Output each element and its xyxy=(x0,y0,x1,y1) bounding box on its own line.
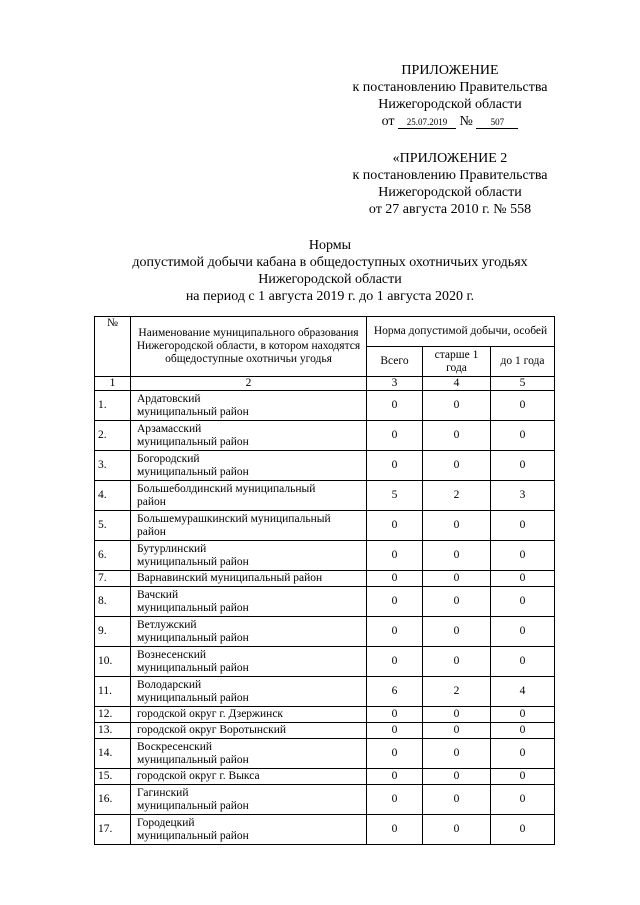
older-count: 0 xyxy=(423,571,491,587)
older-count: 2 xyxy=(423,481,491,511)
total-count: 0 xyxy=(367,723,423,739)
younger-count: 0 xyxy=(491,617,555,647)
row-number: 2. xyxy=(95,421,131,451)
table-row xyxy=(95,677,555,707)
older-count: 2 xyxy=(423,677,491,707)
row-number: 7. xyxy=(95,571,131,587)
municipality-name-line: Богородский xyxy=(137,452,200,465)
table-row xyxy=(95,541,555,571)
younger-count: 0 xyxy=(491,647,555,677)
appendix2-line: Нижегородской области xyxy=(378,185,522,200)
total-count: 0 xyxy=(367,541,423,571)
total-count: 0 xyxy=(367,769,423,785)
younger-count: 0 xyxy=(491,541,555,571)
younger-count: 0 xyxy=(491,391,555,421)
table-row xyxy=(95,723,555,739)
municipality-name-line: Ардатовский xyxy=(137,392,201,405)
table-row xyxy=(95,739,555,769)
index-cell: 4 xyxy=(423,377,491,391)
appendix2-line: к постановлению Правительства xyxy=(352,168,548,183)
row-number: 4. xyxy=(95,481,131,511)
municipality-name xyxy=(131,451,367,481)
younger-count: 0 xyxy=(491,451,555,481)
row-number: 12. xyxy=(95,707,131,723)
older-count: 0 xyxy=(423,391,491,421)
row-number: 13. xyxy=(95,723,131,739)
row-number: 9. xyxy=(95,617,131,647)
municipality-name-line: муниципальный район xyxy=(137,435,249,448)
row-number: 11. xyxy=(95,677,131,707)
older-count: 0 xyxy=(423,451,491,481)
municipality-name xyxy=(131,707,367,723)
appendix2-title: «ПРИЛОЖЕНИЕ 2 xyxy=(392,151,508,166)
municipality-name-line: Вачский xyxy=(137,588,179,601)
municipality-name-line: муниципальный район xyxy=(137,829,249,842)
municipality-name-line: городской округ г. Дзержинск xyxy=(137,708,284,720)
total-count: 0 xyxy=(367,785,423,815)
older-count: 0 xyxy=(423,617,491,647)
younger-count: 3 xyxy=(491,481,555,511)
total-count: 0 xyxy=(367,511,423,541)
table-row xyxy=(95,769,555,785)
total-count: 6 xyxy=(367,677,423,707)
index-cell: 1 xyxy=(95,377,131,391)
municipality-name-line: муниципальный район xyxy=(137,799,249,812)
decree-date: 25.07.2019 xyxy=(398,117,456,129)
municipality-name xyxy=(131,785,367,815)
document-title xyxy=(80,237,580,305)
row-number: 6. xyxy=(95,541,131,571)
municipality-name-line: Большеболдинский муниципальный xyxy=(137,482,316,495)
row-number: 15. xyxy=(95,769,131,785)
municipality-name-line: муниципальный район xyxy=(137,661,249,674)
municipality-name-line: городской округ г. Выкса xyxy=(137,770,260,782)
younger-count: 0 xyxy=(491,571,555,587)
row-number: 17. xyxy=(95,815,131,845)
table-row xyxy=(95,451,555,481)
municipality-name-line: муниципальный район xyxy=(137,465,249,478)
municipality-name xyxy=(131,739,367,769)
table-row xyxy=(95,815,555,845)
older-count: 0 xyxy=(423,541,491,571)
municipality-name-line: Большемурашкинский муниципальный xyxy=(137,512,331,525)
attachment-header xyxy=(330,62,570,130)
col-header-total: Всего xyxy=(367,347,423,377)
table-row xyxy=(95,391,555,421)
municipality-name xyxy=(131,571,367,587)
municipality-name-line: муниципальный район xyxy=(137,601,249,614)
municipality-name xyxy=(131,587,367,617)
table-row xyxy=(95,647,555,677)
municipality-name-line: городской округ Воротынский xyxy=(137,724,287,736)
title-line: Нормы xyxy=(308,238,352,253)
title-line: Нижегородской области xyxy=(258,272,402,287)
municipality-name-line: муниципальный район xyxy=(137,631,249,644)
older-count: 0 xyxy=(423,723,491,739)
row-number: 14. xyxy=(95,739,131,769)
older-count: 0 xyxy=(423,815,491,845)
total-count: 0 xyxy=(367,451,423,481)
older-count: 0 xyxy=(423,769,491,785)
municipality-name-line: Гагинский xyxy=(137,786,189,799)
younger-count: 0 xyxy=(491,769,555,785)
municipality-name-line: Варнавинский муниципальный район xyxy=(137,572,323,584)
younger-count: 0 xyxy=(491,739,555,769)
municipality-name xyxy=(131,481,367,511)
total-count: 0 xyxy=(367,815,423,845)
younger-count: 0 xyxy=(491,723,555,739)
col-header-older: старше 1 года xyxy=(423,347,491,377)
table-row xyxy=(95,571,555,587)
municipality-name-line: Володарский xyxy=(137,678,202,691)
older-count: 0 xyxy=(423,421,491,451)
attachment-date-line xyxy=(330,113,570,130)
municipality-name-line: муниципальный район xyxy=(137,691,249,704)
table-row xyxy=(95,707,555,723)
municipality-name-line: муниципальный район xyxy=(137,753,249,766)
col-header-name: Наименование муниципального образования Нижегородской области, в котором находятся общедоступные охотничьи угодья xyxy=(131,317,367,377)
row-number: 3. xyxy=(95,451,131,481)
municipality-name-line: Воскресенский xyxy=(137,740,213,753)
row-number: 1. xyxy=(95,391,131,421)
appendix2-line: от 27 августа 2010 г. № 558 xyxy=(368,202,532,217)
table-row xyxy=(95,481,555,511)
older-count: 0 xyxy=(423,647,491,677)
older-count: 0 xyxy=(423,707,491,723)
municipality-name-line: Вознесенский xyxy=(137,648,207,661)
quota-table xyxy=(94,316,555,845)
total-count: 0 xyxy=(367,391,423,421)
younger-count: 0 xyxy=(491,707,555,723)
municipality-name-line: муниципальный район xyxy=(137,405,249,418)
municipality-name-line: Бутурлинский xyxy=(137,542,207,555)
municipality-name xyxy=(131,511,367,541)
municipality-name xyxy=(131,815,367,845)
total-count: 0 xyxy=(367,739,423,769)
row-number: 16. xyxy=(95,785,131,815)
older-count: 0 xyxy=(423,511,491,541)
municipality-name-line: Ветлужский xyxy=(137,618,197,631)
attachment-title: ПРИЛОЖЕНИЕ xyxy=(401,63,499,78)
col-header-num: № xyxy=(95,317,131,377)
attachment-line: к постановлению Правительства xyxy=(352,80,548,95)
younger-count: 0 xyxy=(491,815,555,845)
older-count: 0 xyxy=(423,739,491,769)
municipality-name xyxy=(131,541,367,571)
total-count: 5 xyxy=(367,481,423,511)
from-label: от xyxy=(381,114,395,129)
municipality-name-line: район xyxy=(137,525,166,538)
table-row xyxy=(95,785,555,815)
municipality-name xyxy=(131,769,367,785)
index-cell: 3 xyxy=(367,377,423,391)
younger-count: 0 xyxy=(491,511,555,541)
table-row xyxy=(95,587,555,617)
col-header-norm: Норма допустимой добычи, особей xyxy=(367,317,555,347)
total-count: 0 xyxy=(367,617,423,647)
municipality-name xyxy=(131,617,367,647)
older-count: 0 xyxy=(423,785,491,815)
municipality-name xyxy=(131,677,367,707)
appendix2-header xyxy=(330,150,570,218)
index-cell: 2 xyxy=(131,377,367,391)
index-cell: 5 xyxy=(491,377,555,391)
younger-count: 0 xyxy=(491,587,555,617)
number-label: № xyxy=(459,114,473,129)
municipality-name-line: Арзамасский xyxy=(137,422,202,435)
total-count: 0 xyxy=(367,571,423,587)
row-number: 8. xyxy=(95,587,131,617)
total-count: 0 xyxy=(367,421,423,451)
municipality-name xyxy=(131,723,367,739)
municipality-name-line: Городецкий xyxy=(137,816,195,829)
municipality-name xyxy=(131,391,367,421)
table-row xyxy=(95,617,555,647)
older-count: 0 xyxy=(423,587,491,617)
municipality-name-line: район xyxy=(137,495,166,508)
col-header-younger: до 1 года xyxy=(491,347,555,377)
younger-count: 0 xyxy=(491,421,555,451)
younger-count: 0 xyxy=(491,785,555,815)
table-row xyxy=(95,421,555,451)
row-number: 10. xyxy=(95,647,131,677)
total-count: 0 xyxy=(367,707,423,723)
title-line: на период с 1 августа 2019 г. до 1 августа 2020 г. xyxy=(185,289,475,304)
attachment-line: Нижегородской области xyxy=(378,97,522,112)
municipality-name-line: муниципальный район xyxy=(137,555,249,568)
total-count: 0 xyxy=(367,647,423,677)
younger-count: 4 xyxy=(491,677,555,707)
total-count: 0 xyxy=(367,587,423,617)
decree-number: 507 xyxy=(476,117,518,129)
municipality-name xyxy=(131,421,367,451)
municipality-name xyxy=(131,647,367,677)
table-row xyxy=(95,511,555,541)
row-number: 5. xyxy=(95,511,131,541)
title-line: допустимой добычи кабана в общедоступных охотничьих угодьях xyxy=(132,255,528,270)
